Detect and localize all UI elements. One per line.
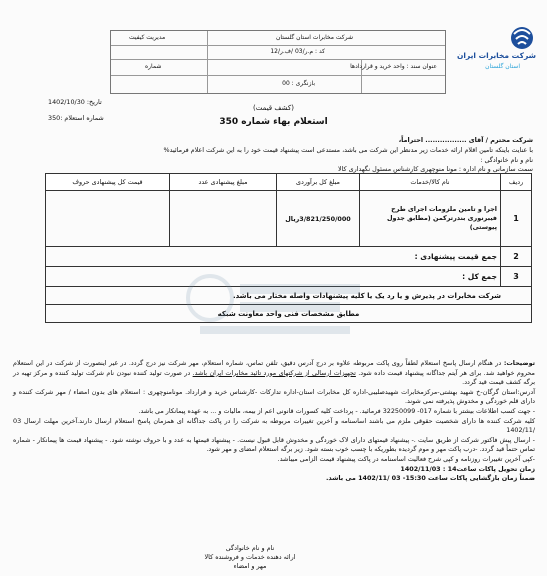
row-item: اجرا و تامین ملزومات اجرای طرح فیبرنوری بندرترکمن (مطابق جدول پیوستی) [360, 191, 501, 247]
col-header-offer-text: قیمت کل پیشنهادی حروف [46, 174, 170, 191]
proposal-price-label: جمع قیمت پیشنهادی : [46, 247, 501, 267]
notes-instructions: - ارسال پیش فاکتور شرکت از طریق سایت .- پیشنهاد قیمتهای دارای لاک خوردگی و مخدوش قابل قبول نیست. - پیشنهاد قیمتها به عدد و با حروف نوشته شود. - پیشنهاد قیمت ها پیمانکار - شماره تماس حتماً قید گردد. -درب پاکت مهر و موم گردیده بطوریکه با چسب خوب بسته شود. زیر برگه استعلام امضای و مهر شود. [13, 435, 535, 454]
notes-delivery: زمان تحویل پاکات ساعت14 : 1402/11/03 [400, 464, 535, 473]
row-number: 1 [501, 191, 532, 247]
notes-p1a: در هنگام ارسال پاسخ استعلام لطفاً روی پاکت مربوطه علاوه بر درج آدرس دقیق، تلفن تماس، شماره استعلام، مهر شرکت نیز درج گردد. در غیر اینصورت از شرکت در این استعلام محروم خواهید شد. برای هر آیتم جداگانه پیشنهاد قیمت داده شود. [13, 359, 535, 377]
greeting-line-2: با عنایت باینکه تامین اقلام ارائه خدمات زیر مدنظر این شرکت می باشد، مستدعی است پیشنهاد قیمت خود را به این شرکت اعلام فرمائید% [163, 146, 533, 154]
signature-name: نام و نام خانوادگی [225, 544, 275, 552]
inquiry-date: تاریخ: 1402/10/30 [48, 98, 102, 106]
total-row [46, 267, 532, 287]
inquiry-title: استعلام بهاء شماره 350 [219, 117, 328, 127]
header-box [110, 30, 446, 94]
notes-p1c: در صورت تولید کننده نبودن نام شرکت تولید کننده و مرکز تهیه در برگه کشف قیمت قید گردد. [13, 368, 535, 387]
company-logo [448, 22, 540, 78]
row-offer-num[interactable] [170, 191, 277, 247]
row-estimate: 3/821/250/000ریال [277, 191, 360, 247]
greeting-line-1: شرکت محترم / آقای ................. احتراماً، [398, 136, 533, 144]
notes-copy: -کپی آخرین تغییرات روزنامه و کپی شرح فعالیت اساسنامه در پاکت پیشنهاد قیمت الزامی میباشد. [277, 454, 535, 463]
spec-note-row [46, 305, 532, 323]
total-label: جمع کل : [46, 267, 501, 287]
header-number-label: شماره [145, 63, 162, 70]
notes-address: آدرس:استان گرگان-خ شهید بهشتی-مرکزمخابرات شهیدصلیبی-اداره کل مخابرات استان-اداره تدارکات -کارشناس خرید و قرارداد. مونامنوچهری : استعلام های بدون امضاء / مهر شرکت کننده و دارای قلم خوردگی و مخدوش پذیرفته نمی شوند. [13, 387, 535, 406]
row-number: 2 [501, 247, 532, 267]
greeting-line-3: نام و نام خانوادگی : [480, 156, 533, 164]
proposal-price-row [46, 247, 532, 267]
notes-opening: ضمناً زمان بازگشایی پاکات ساعت 15:30- 03 /1402/11 می باشد. [326, 474, 535, 483]
notes-section [13, 359, 535, 484]
company-note-row [46, 287, 532, 305]
notes-p1b: تجهیزات ارسالی از شرکتهای مورد تائید مخابرات ایران باشد. [192, 368, 356, 377]
logo-company-name: شرکت مخابرات ایران [456, 51, 536, 60]
col-header-item: نام کالا/خدمات [360, 174, 501, 191]
header-form-code: کد : م.ر/03 /ف.ر/12 [270, 48, 325, 55]
company-note: شرکت مخابرات در پذیرش و یا رد یک یا کلیه پیشنهادات واصله مختار می باشد. [46, 287, 532, 305]
logo-subtitle: استان گلستان [485, 63, 520, 70]
col-header-estimate: مبلغ کل برآوردی [277, 174, 360, 191]
header-revision: بازنگری : 00 [282, 80, 315, 87]
row-number: 3 [501, 267, 532, 287]
inquiry-number: شماره استعلام :350 [48, 114, 104, 122]
table-header-row [46, 174, 532, 191]
notes-label: توضیحات: [503, 359, 535, 367]
row-offer-text[interactable] [46, 191, 170, 247]
spec-note: مطابق مشخصات فنی واحد معاونت شبکه [46, 305, 532, 323]
notes-contact: - جهت کسب اطلاعات بیشتر با شماره 017- 32250099 فرمائید. - پرداخت کلیه کسورات قانونی اعم از بیمه، مالیات و ... به عهده پیمانکار می باشد. [138, 406, 535, 415]
col-header-offer-num: مبلغ پیشنهادی عدد [170, 174, 277, 191]
header-quality-mgmt: مدیریت کیفیت [129, 34, 166, 41]
col-header-row: ردیف [501, 174, 532, 191]
header-doc-title: عنوان سند : واحد خرید و قراردادها [350, 63, 437, 70]
table-row [46, 191, 532, 247]
inquiry-subtitle: (کشف قیمت) [253, 104, 294, 112]
signature-role: ارائه دهنده خدمات و فروشنده کالا [204, 553, 296, 561]
signature-stamp: مهر و امضاء [233, 562, 267, 570]
greeting-line-4: سمت سازمانی و نام اداره : مونا منوچهری کارشناس مسئول نگهداری کالا [337, 165, 533, 173]
notes-legal: کلیه شرکت کننده ها دارای شخصیت حقوقی ملزم می باشند اساسنامه و آخرین تغییرات مربوطه به شرکت را در پاکت جداگانه ای همزمان پاسخ استعلام ارسال دارند.آخرین مهلت ارسال 03 /1402/11 [13, 416, 535, 435]
items-table [45, 173, 532, 323]
header-company: شرکت مخابرات استان گلستان [276, 34, 353, 41]
